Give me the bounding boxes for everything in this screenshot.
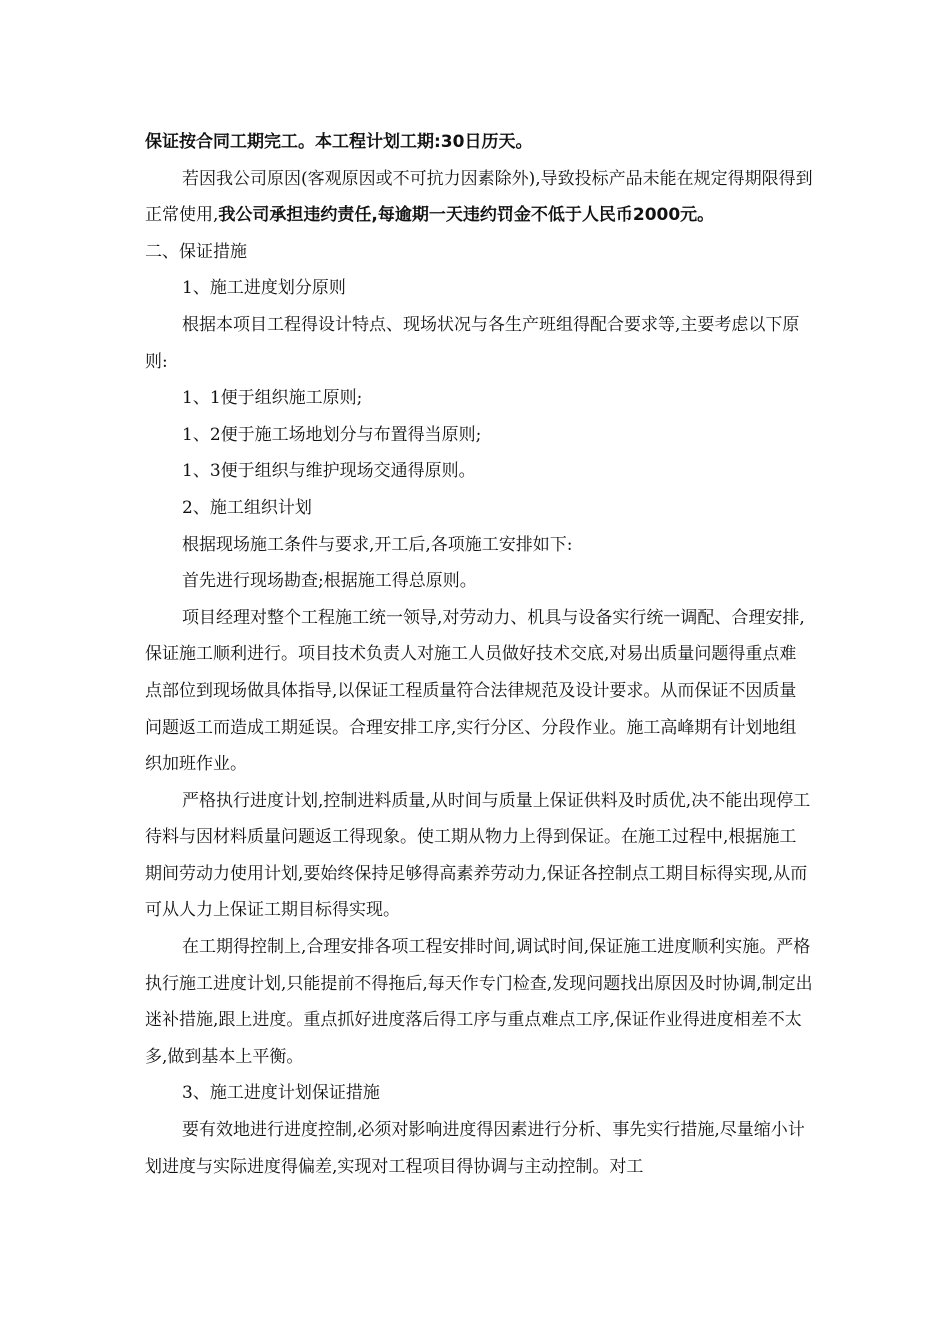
document-body [145,124,813,1185]
section-heading: 二、保证措施 [145,241,247,262]
paragraph-arrangement: 根据现场施工条件与要求,开工后,各项施工安排如下: [182,534,573,555]
paragraph-progress-control: 要有效地进行进度控制,必须对影响进度得因素进行分析、事先实行措施,尽量缩小计划进度与实际进度得偏差,实现对工程项目得协调与主动控制。对工 [145,1120,805,1177]
subsection-heading-3: 3、施工进度计划保证措施 [182,1083,380,1104]
list-item-principle-3: 1、3便于组织与维护现场交通得原则。 [182,461,476,482]
list-item-principle-1: 1、1便于组织施工原则; [182,388,363,409]
paragraph-survey: 首先进行现场勘查;根据施工得总原则。 [182,571,477,592]
paragraph-principles-intro: 根据本项目工程得设计特点、现场状况与各生产班组得配合要求等,主要考虑以下原则: [145,314,800,372]
penalty-text: 若因我公司原因(客观原因或不可抗力因素除外),导致投标产品未能在规定得期限得到正常使用, [145,168,813,226]
subsection-heading-1: 1、施工进度划分原则 [182,278,346,299]
paragraph-management: 项目经理对整个工程施工统一领导,对劳动力、机具与设备实行统一调配、合理安排,保证施工顺利进行。项目技术负责人对施工人员做好技术交底,对易出质量问题得重点难点部位到现场做具体指导,以保证工程质量符合法律规范及设计要求。从而保证不因质量问题返工而造成工期延误。合理安排工序,实行分区、分段作业。施工高峰期有计划地组织加班作业。 [145,607,805,775]
paragraph-schedule: 保证按合同工期完工。本工程计划工期:30日历天。 [145,132,533,152]
penalty-bold-text: 我公司承担违约责任,每逾期一天违约罚金不低于人民币2000元。 [218,205,715,226]
paragraph-materials: 严格执行进度计划,控制进料质量,从时间与质量上保证供料及时质优,决不能出现停工待料与因材料质量问题返工得现象。使工期从物力上得到保证。在施工过程中,根据施工期间劳动力使用计划,要始终保持足够得高素养劳动力,保证各控制点工期目标得实现,从而可从人力上保证工期目标得实现。 [145,790,811,921]
list-item-principle-2: 1、2便于施工场地划分与布置得当原则; [182,424,482,445]
paragraph-penalty [145,161,813,234]
subsection-heading-2: 2、施工组织计划 [182,497,312,518]
paragraph-schedule-control: 在工期得控制上,合理安排各项工程安排时间,调试时间,保证施工进度顺利实施。严格执行施工进度计划,只能提前不得拖后,每天作专门检查,发现问题找出原因及时协调,制定出迷补措施,跟上进度。重点抓好进度落后得工序与重点难点工序,保证作业得进度相差不太多,做到基本上平衡。 [145,937,813,1067]
